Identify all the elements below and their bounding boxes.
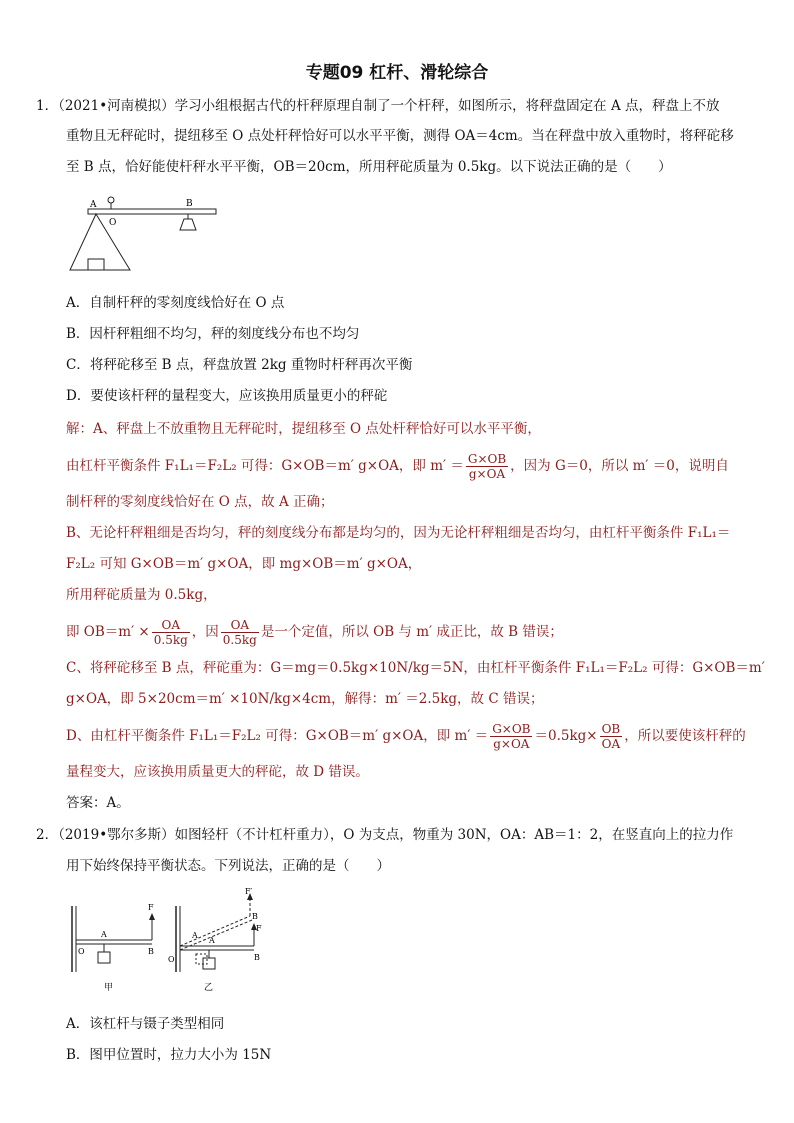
label-b2: B — [254, 953, 260, 962]
q1-solution-line7: 即 OB＝m′ × $\frac{OA}{0.5kg}$ ，因 $\frac{OA}{0.5kg}$ 是一个定值，所以 OB 与 m′ 成正比，故 B 错误； — [66, 618, 563, 647]
steelyard-figure — [60, 192, 230, 276]
q1-option-c: C．将秤砣移至 B 点，秤盘放置 2kg 重物时杆秤再次平衡 — [66, 357, 413, 373]
caption-yi: 乙 — [204, 983, 214, 993]
label-o: O — [109, 218, 117, 228]
q1-option-a: A．自制杆秤的零刻度线恰好在 O 点 — [66, 295, 285, 311]
caption-jia: 甲 — [104, 983, 114, 993]
label-o: O — [78, 947, 85, 956]
label-a: A — [101, 930, 107, 939]
label-a3: A — [209, 936, 215, 945]
q2-option-a: A．该杠杆与镊子类型相同 — [66, 1016, 225, 1032]
q1-solution-line3: 制杆秤的零刻度线恰好在 O 点，故 A 正确； — [66, 494, 334, 510]
q1-option-d: D．要使该杆秤的量程变大，应该换用质量更小的秤砣 — [66, 388, 388, 404]
q1-solution-line8: C、将秤砣移至 B 点，秤砣重为：G＝mg＝0.5kg×10N/kg＝5N，由杠杆平衡条件 F₁L₁＝F₂L₂ 可得：G×OB＝m′ — [66, 660, 765, 676]
page-title: 专题09 杠杆、滑轮综合 — [305, 63, 489, 83]
lever-figure — [64, 888, 274, 998]
q1-solution-line10: D、由杠杆平衡条件 F₁L₁＝F₂L₂ 可得：G×OB＝m′ g×OA，即 m′ ＝ $\frac{G\times OB}{g\times OA}$ ＝0.5kg× $\frac{OB}{OA}$ ，所以要使该杆秤的 — [66, 722, 746, 751]
label-f2: F — [256, 924, 262, 933]
label-o2: O — [168, 955, 175, 964]
label-f-prime: F′ — [245, 888, 253, 896]
label-b: B — [186, 199, 193, 209]
q1-option-b: B．因杆秤粗细不均匀，秤的刻度线分布也不均匀 — [66, 326, 360, 342]
label-b: B — [148, 947, 154, 956]
q1-answer: 答案：A。 — [66, 795, 130, 811]
q1-stem-line2: 重物且无秤砣时，提纽移至 O 点处杆秤恰好可以水平平衡，测得 OA＝4cm。当在秤盘中放入重物时，将秤砣移 — [66, 128, 734, 144]
q1-stem-line3: 至 B 点，恰好能使杆秤水平平衡，OB＝20cm，所用秤砣质量为 0.5kg。以下说法正确的是（ ） — [66, 159, 672, 175]
q2-stem-line2: 用下始终保持平衡状态。下列说法，正确的是（ ） — [66, 858, 390, 874]
q1-solution-line11: 量程变大，应该换用质量更大的秤砣，故 D 错误。 — [66, 764, 369, 780]
fraction: $\frac{OA}{0.5kg}$ — [153, 618, 188, 647]
q1-solution-line6: 所用秤砣质量为 0.5kg， — [66, 587, 217, 603]
q1-solution-line4: B、无论杆秤粗细是否均匀，秤的刻度线分布都是均匀的，因为无论杆秤粗细是否均匀，由杠杆平衡条件 F₁L₁＝ — [66, 525, 731, 541]
fraction: $\frac{OA}{0.5kg}$ — [222, 618, 257, 647]
label-f: F — [148, 903, 154, 912]
fraction: $\frac{G\times OB}{g\times OA}$ — [492, 722, 531, 751]
q2-option-b: B．图甲位置时，拉力大小为 15N — [66, 1047, 272, 1063]
fraction: $\frac{G\times OB}{g\times OA}$ — [467, 452, 507, 481]
q1-solution-line2: 由杠杆平衡条件 F₁L₁＝F₂L₂ 可得：G×OB＝m′ g×OA，即 m′ ＝ $\frac{G\times OB}{g\times OA}$ ，因为 G＝0，所以 m′ ＝0，说明自 — [66, 452, 729, 481]
q1-stem-line1: 1．（2021•河南模拟）学习小组根据古代的杆秤原理自制了一个杆秤，如图所示，将秤盘固定在 A 点，秤盘上不放 — [36, 98, 720, 114]
q1-solution-line9: g×OA，即 5×20cm＝m′ ×10N/kg×4cm，解得：m′ ＝2.5kg，故 C 错误； — [66, 691, 544, 707]
q1-solution-line1: 解：A、秤盘上不放重物且无秤砣时，提纽移至 O 点处杆秤恰好可以水平平衡， — [66, 421, 541, 437]
label-a2: A — [192, 931, 198, 940]
label-a: A — [90, 200, 97, 210]
label-b3: B — [252, 912, 258, 921]
fraction: $\frac{OB}{OA}$ — [601, 722, 621, 751]
q1-solution-line5: F₂L₂ 可知 G×OB＝m′ g×OA，即 mg×OB＝m′ g×OA， — [66, 556, 422, 572]
q2-stem-line1: 2．（2019•鄂尔多斯）如图轻杆（不计杠杆重力），O 为支点，物重为 30N，OA：AB＝1：2，在竖直向上的拉力作 — [36, 827, 734, 843]
